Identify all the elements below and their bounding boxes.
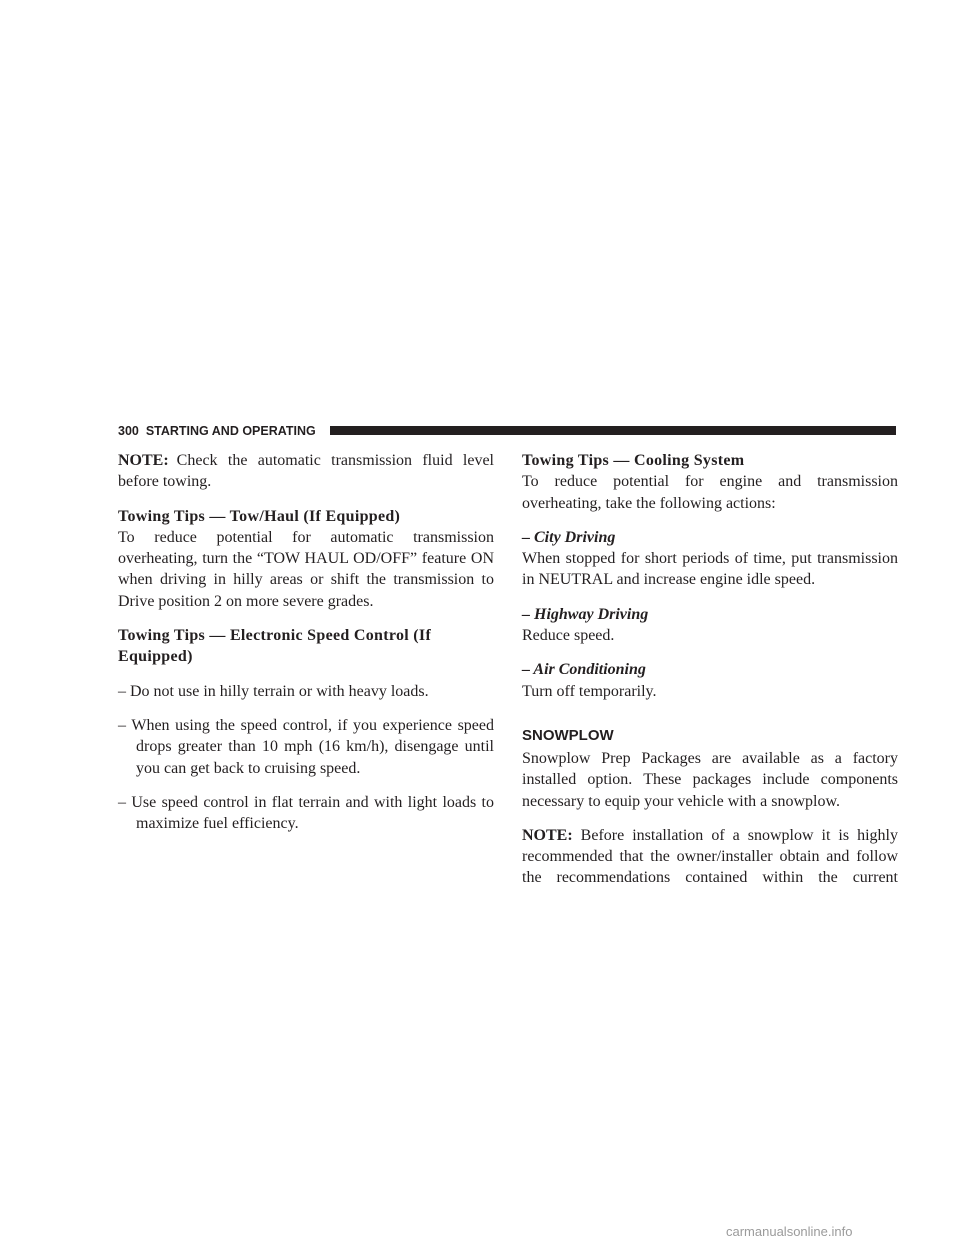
note-transmission-fluid [118,450,494,493]
subheading-air-conditioning: – Air Conditioning [522,661,646,679]
left-column [118,450,494,847]
heading-cooling-system: Towing Tips — Cooling System [522,452,745,469]
list-item: – When using the speed control, if you experience speed drops greater than 10 mph (16 km/h), disengage until you can get back to cruising speed. [118,716,494,777]
list-item: – Do not use in hilly terrain or with heavy loads. [118,682,429,700]
paragraph-cooling-intro: To reduce potential for engine and transmission overheating, take the following actions: [522,473,898,512]
list-item: – Use speed control in flat terrain and with light loads to maximize fuel efficiency. [118,793,494,833]
heading-tow-haul: Towing Tips — Tow/Haul (If Equipped) [118,507,401,525]
note-label: NOTE: [522,826,573,844]
paragraph-tow-haul: To reduce potential for automatic transmission overheating, turn the “TOW HAUL OD/OFF” feature ON when driving in hilly areas or shift the transmission to Drive position 2 on more severe grades. [118,528,494,610]
right-column [522,450,898,902]
paragraph-air-conditioning: Turn off temporarily. [522,682,657,700]
heading-speed-control [118,625,494,668]
watermark: carmanualsonline.info [726,1224,853,1239]
paragraph-highway-driving: Reduce speed. [522,627,615,645]
section-title: STARTING AND OPERATING [145,424,316,438]
heading-speed-control-line2: Equipped) [118,648,193,666]
note-snowplow [522,825,898,889]
paragraph-snowplow: Snowplow Prep Packages are available as a factory installed option. These packages include components necessary to equip your vehicle with a snowplow. [522,749,898,810]
page-number: 300 [118,424,139,438]
page-header [118,424,896,438]
section-heading-snowplow: SNOWPLOW [522,726,614,744]
note-text: Check the automatic transmission fluid level before towing. [118,452,494,491]
note-text: Before installation of a snowplow it is highly recommended that the owner/installer obtain and follow the recommendations contained within the current [522,826,898,887]
paragraph-city-driving: When stopped for short periods of time, put transmission in NEUTRAL and increase engine idle speed. [522,550,898,589]
header-title [118,424,316,438]
heading-speed-control-line1: Towing Tips — Electronic Speed Control (If [118,627,432,645]
note-label: NOTE: [118,452,169,469]
header-rule [330,426,896,435]
subheading-city-driving: – City Driving [522,528,616,546]
subheading-highway-driving: – Highway Driving [522,605,649,623]
